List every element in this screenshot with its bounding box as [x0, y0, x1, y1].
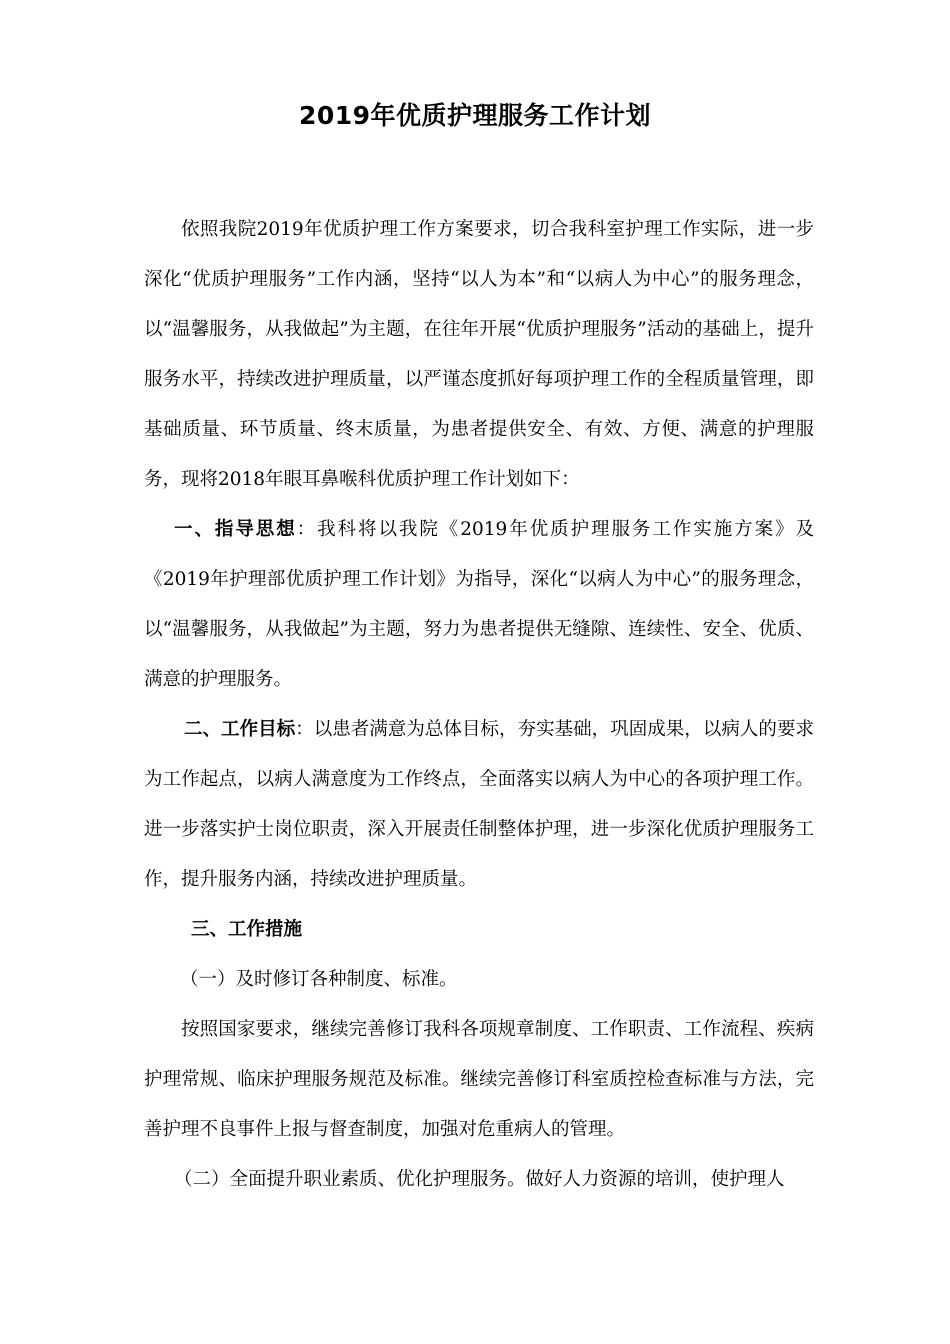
- section3-heading: 三、工作措施: [191, 919, 303, 940]
- document-title: 2019年优质护理服务工作计划: [298, 101, 652, 130]
- section3-sub1-paragraph: 按照国家要求，继续完善修订我科各项规章制度、工作职责、工作流程、疾病护理常规、临床护理服务规范及标准。继续完善修订科室质控检查标准与方法，完善护理不良事件上报与督查制度，加强对危重病人的管理。: [144, 1019, 814, 1140]
- section3-sub1-heading: （一）及时修订各种制度、标准。: [180, 969, 458, 990]
- section2-heading: 二、工作目标: [184, 719, 296, 740]
- section1-text: ：我科将以我院《2019年优质护理服务工作实施方案》及《2019年护理部优质护理工作计划》为指导，深化“以病人为中心”的服务理念，以“温馨服务，从我做起”为主题，努力为患者提供无缝隙、连续性、安全、优质、满意的护理服务。: [144, 519, 814, 690]
- section1-heading: 一、指导思想: [174, 519, 297, 540]
- document-body: [144, 205, 814, 1205]
- section2-paragraph: [144, 705, 814, 905]
- intro-paragraph: 依照我院2019年优质护理工作方案要求，切合我科室护理工作实际，进一步深化“优质护理服务”工作内涵，坚持“以人为本”和“以病人为中心”的服务理念，以“温馨服务，从我做起”为主题，在往年开展“优质护理服务”活动的基础上，提升服务水平，持续改进护理质量，以严谨态度抓好每项护理工作的全程质量管理，即基础质量、环节质量、终末质量，为患者提供安全、有效、方便、满意的护理服务，现将2018年眼耳鼻喉科优质护理工作计划如下：: [144, 219, 814, 490]
- section2-text: ：以患者满意为总体目标，夯实基础，巩固成果，以病人的要求为工作起点，以病人满意度为工作终点，全面落实以病人为中心的各项护理工作。进一步落实护士岗位职责，深入开展责任制整体护理，进一步深化优质护理服务工作，提升服务内涵，持续改进护理质量。: [144, 719, 814, 890]
- section3-sub2-paragraph: （二）全面提升职业素质、优化护理服务。做好人力资源的培训，使护理人: [174, 1169, 785, 1190]
- section1-paragraph: [144, 505, 814, 705]
